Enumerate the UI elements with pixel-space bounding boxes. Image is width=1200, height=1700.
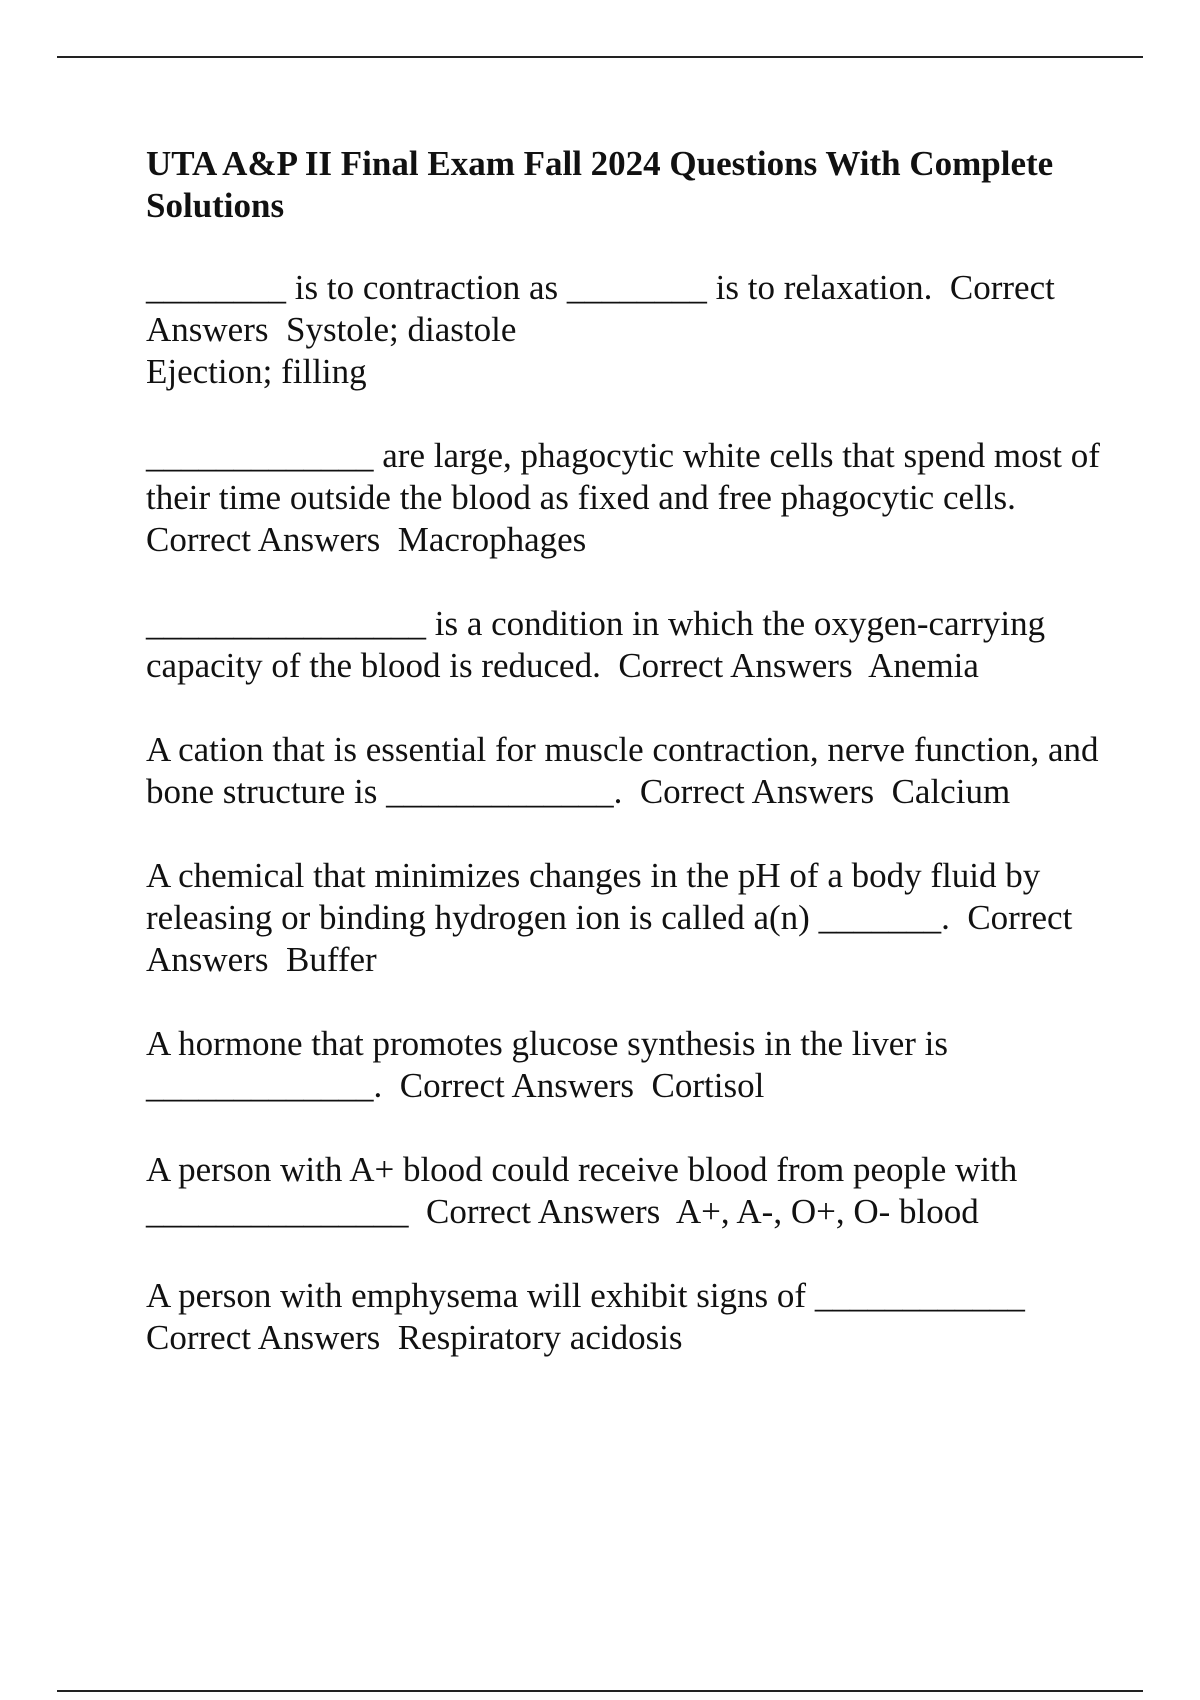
question-answer-item: _____________ are large, phagocytic white cells that spend most of their time outside the blood as fixed and free phagocytic cells. Correct Answers Macrophages: [146, 436, 1109, 559]
question-answer-item: A hormone that promotes glucose synthesis in the liver is _____________. Correct Answers Cortisol: [146, 1024, 957, 1105]
question-answer-item: ________ is to contraction as ________ is to relaxation. Correct Answers Systole; diastole Ejection; filling: [146, 268, 1055, 391]
document-body: [146, 143, 1109, 1401]
question-answer-item: A chemical that minimizes changes in the pH of a body fluid by releasing or binding hydrogen ion is called a(n) _______. Correct Answers Buffer: [146, 856, 1080, 979]
question-answer-item: ________________ is a condition in which the oxygen-carrying capacity of the blood is reduced. Correct Answers Anemia: [146, 604, 1054, 685]
question-answer-item: A person with emphysema will exhibit signs of ____________ Correct Answers Respiratory acidosis: [146, 1276, 1034, 1357]
top-divider: [57, 56, 1143, 58]
bottom-divider: [57, 1690, 1143, 1692]
document-title: UTA A&P II Final Exam Fall 2024 Questions With Complete Solutions: [146, 144, 1054, 225]
question-answer-item: A cation that is essential for muscle contraction, nerve function, and bone structure is _____________. Correct Answers Calcium: [146, 730, 1108, 811]
question-answer-item: A person with A+ blood could receive blood from people with _______________ Correct Answers A+, A-, O+, O- blood: [146, 1150, 1026, 1231]
